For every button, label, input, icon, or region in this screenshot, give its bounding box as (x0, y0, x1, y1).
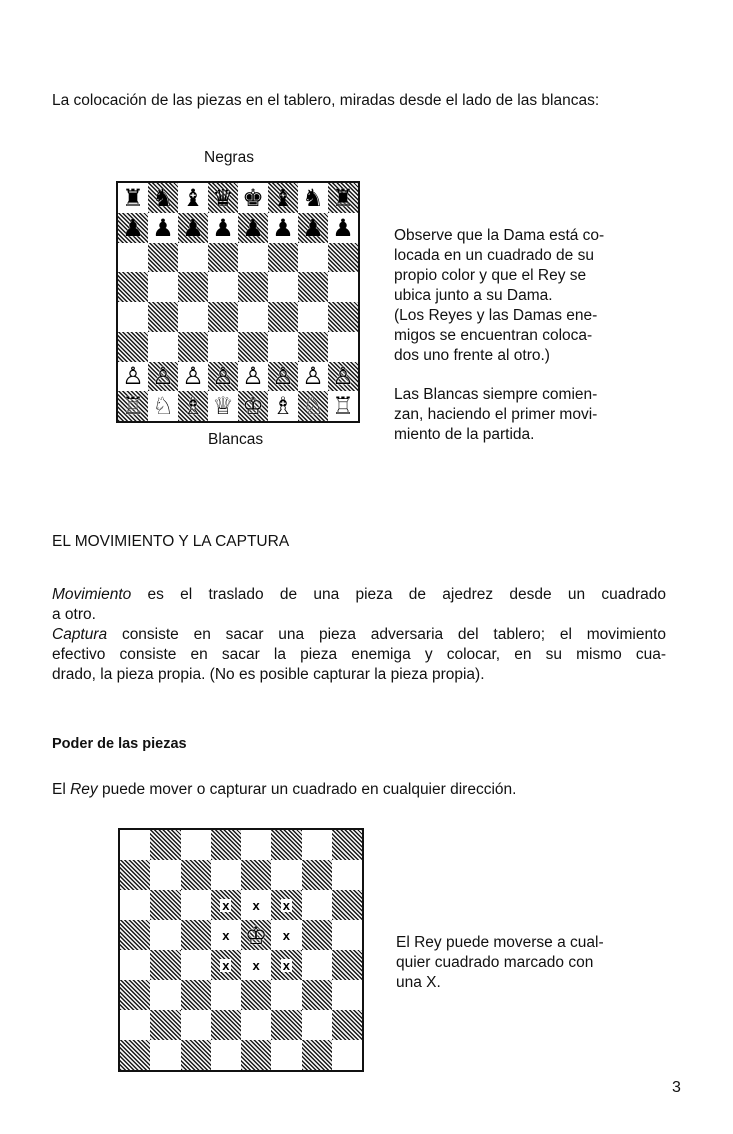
board-square (238, 213, 268, 243)
side-note-line: Las Blancas siempre comien- (394, 386, 598, 403)
board-square (178, 391, 208, 421)
side-note-line: (Los Reyes y las Damas ene- (394, 307, 598, 324)
board-square (150, 980, 180, 1010)
board-square (148, 243, 178, 273)
board-square (118, 183, 148, 213)
black-bishop-icon: ♝ (272, 183, 294, 212)
board-square (302, 860, 332, 890)
section-heading: EL MOVIMIENTO Y LA CAPTURA (52, 533, 290, 550)
board-square (120, 980, 150, 1010)
board-square (148, 332, 178, 362)
board-square (211, 890, 241, 920)
black-pawn-icon: ♟ (332, 213, 354, 242)
board-square (211, 830, 241, 860)
side-note-line: ubica junto a su Dama. (394, 287, 553, 304)
white-rook-icon: ♖ (122, 392, 144, 421)
board-square (268, 183, 298, 213)
board-square (118, 332, 148, 362)
board-square (208, 272, 238, 302)
board-square (178, 183, 208, 213)
board-square (241, 830, 271, 860)
movimiento-line-2: a otro. (52, 606, 96, 623)
board-square (178, 362, 208, 392)
board-square (211, 980, 241, 1010)
movimiento-text: es el traslado de una pieza de ajedrez desde un cuadrado (131, 586, 666, 603)
white-pawn-icon: ♙ (122, 362, 144, 391)
board-square (150, 1010, 180, 1040)
board-square (178, 272, 208, 302)
board-square (241, 920, 271, 950)
rey-paragraph (52, 780, 666, 800)
board-square (120, 890, 150, 920)
black-rook-icon: ♜ (122, 183, 144, 212)
board-square (268, 391, 298, 421)
move-marker: x (222, 957, 230, 973)
board-square (211, 860, 241, 890)
board-square (148, 213, 178, 243)
white-pawn-icon: ♙ (182, 362, 204, 391)
side-note-line: una X. (396, 974, 441, 991)
board-square (328, 302, 358, 332)
board-square (332, 950, 362, 980)
board-square (298, 332, 328, 362)
black-knight-icon: ♞ (152, 183, 174, 212)
black-bishop-icon: ♝ (182, 183, 204, 212)
board-square (302, 980, 332, 1010)
board-square (332, 920, 362, 950)
board-square (241, 950, 271, 980)
board-square (298, 302, 328, 332)
white-bishop-icon: ♗ (272, 392, 294, 421)
board-square (148, 391, 178, 421)
board-square (211, 1040, 241, 1070)
board-square (120, 830, 150, 860)
black-queen-icon: ♛ (212, 183, 234, 212)
white-pawn-icon: ♙ (302, 362, 324, 391)
board-square (268, 302, 298, 332)
board-square (178, 213, 208, 243)
board-square (328, 272, 358, 302)
board-square (271, 890, 301, 920)
board-square (118, 243, 148, 273)
board-square (181, 1010, 211, 1040)
board-square (271, 920, 301, 950)
side-note-line: propio color y que el Rey se (394, 267, 587, 284)
white-rook-icon: ♖ (332, 392, 354, 421)
black-rook-icon: ♜ (332, 183, 354, 212)
white-knight-icon: ♘ (302, 392, 324, 421)
board-square (150, 950, 180, 980)
black-pawn-icon: ♟ (152, 213, 174, 242)
black-knight-icon: ♞ (302, 183, 324, 212)
board-square (208, 362, 238, 392)
movimiento-term: Movimiento (52, 586, 132, 603)
side-note-line: Observe que la Dama está co- (394, 227, 605, 244)
captura-line-3: drado, la pieza propia. (No es posible capturar la pieza propia). (52, 666, 485, 683)
board-square (241, 1010, 271, 1040)
white-pawn-icon: ♙ (272, 362, 294, 391)
board-square (208, 243, 238, 273)
black-pawn-icon: ♟ (182, 213, 204, 242)
board-square (120, 920, 150, 950)
movimiento-paragraph (52, 585, 666, 685)
board-square (268, 243, 298, 273)
board-square (271, 830, 301, 860)
board-square (238, 362, 268, 392)
move-marker: x (282, 897, 290, 913)
board-square (241, 1040, 271, 1070)
side-note-blancas (394, 385, 634, 445)
board-square (178, 243, 208, 273)
initial-position-board (116, 181, 360, 423)
board-square (150, 890, 180, 920)
board-square (148, 272, 178, 302)
side-note-line: El Rey puede moverse a cual- (396, 934, 604, 951)
board-square (238, 391, 268, 421)
rey-term: Rey (70, 781, 98, 798)
board-square (118, 302, 148, 332)
board-square (271, 860, 301, 890)
board-square (328, 391, 358, 421)
board-square (302, 920, 332, 950)
captura-text: consiste en sacar una pieza adversaria del tablero; el movimiento (107, 626, 666, 643)
board-square (118, 362, 148, 392)
white-pawn-icon: ♙ (242, 362, 264, 391)
board-square (208, 302, 238, 332)
move-marker: x (222, 927, 230, 943)
white-pawn-icon: ♙ (152, 362, 174, 391)
white-pawn-icon: ♙ (212, 362, 234, 391)
board-square (181, 950, 211, 980)
board-square (328, 243, 358, 273)
board-top-label: Negras (204, 149, 254, 166)
intro-paragraph (52, 91, 666, 111)
board-square (118, 272, 148, 302)
side-note-line: miento de la partida. (394, 426, 535, 443)
board-square (120, 1040, 150, 1070)
board-square (150, 860, 180, 890)
captura-line-1 (52, 625, 666, 645)
board-square (208, 391, 238, 421)
pieces-power-heading: Poder de las piezas (52, 736, 187, 752)
white-pawn-icon: ♙ (332, 362, 354, 391)
board-square (271, 980, 301, 1010)
board-square (211, 920, 241, 950)
side-note-line: quier cuadrado marcado con (396, 954, 594, 971)
board-square (328, 332, 358, 362)
board-square (120, 860, 150, 890)
captura-term: Captura (52, 626, 108, 643)
board-square (332, 860, 362, 890)
captura-line-2: efectivo consiste en sacar la pieza enemiga y colocar, en su mismo cua- (52, 646, 666, 663)
side-note-line: locada en un cuadrado de su (394, 247, 594, 264)
move-marker: x (252, 957, 260, 973)
black-king-icon: ♚ (242, 183, 264, 212)
side-note-rey (396, 933, 636, 993)
board-square (271, 1040, 301, 1070)
move-marker: x (222, 897, 230, 913)
king-moves-board (118, 828, 364, 1072)
board-square (150, 920, 180, 950)
black-pawn-icon: ♟ (212, 213, 234, 242)
board-square (332, 980, 362, 1010)
board-square (238, 302, 268, 332)
white-king-icon: ♔ (244, 920, 268, 950)
board-square (271, 1010, 301, 1040)
side-note-line: zan, haciendo el primer movi- (394, 406, 598, 423)
board-square (302, 1040, 332, 1070)
board-square (268, 362, 298, 392)
board-square (118, 391, 148, 421)
board-square (332, 890, 362, 920)
board-square (181, 1040, 211, 1070)
board-square (241, 860, 271, 890)
board-square (150, 830, 180, 860)
board-square (298, 213, 328, 243)
page-number: 3 (672, 1079, 681, 1096)
board-square (181, 860, 211, 890)
board-square (268, 272, 298, 302)
move-marker: x (282, 927, 290, 943)
side-note-dama-rey (394, 226, 634, 366)
board-square (148, 183, 178, 213)
board-square (238, 243, 268, 273)
black-pawn-icon: ♟ (242, 213, 264, 242)
board-square (120, 1010, 150, 1040)
board-square (268, 332, 298, 362)
black-pawn-icon: ♟ (302, 213, 324, 242)
move-marker: x (252, 897, 260, 913)
movimiento-line-1 (52, 585, 666, 605)
intro-text: La colocación de las piezas en el tablero, miradas desde el lado de las blancas: (52, 92, 600, 109)
rey-text-after: puede mover o capturar un cuadrado en cualquier dirección. (97, 781, 517, 798)
board-square (302, 950, 332, 980)
board-square (208, 183, 238, 213)
white-bishop-icon: ♗ (182, 392, 204, 421)
board-square (238, 183, 268, 213)
board-square (181, 920, 211, 950)
board-square (181, 830, 211, 860)
board-square (268, 213, 298, 243)
board-square (241, 890, 271, 920)
board-square (328, 183, 358, 213)
board-square (302, 1010, 332, 1040)
board-square (298, 391, 328, 421)
board-square (148, 302, 178, 332)
board-square (241, 980, 271, 1010)
board-square (150, 1040, 180, 1070)
board-square (271, 950, 301, 980)
board-square (238, 332, 268, 362)
board-square (332, 1040, 362, 1070)
board-square (298, 362, 328, 392)
board-square (181, 890, 211, 920)
board-square (302, 830, 332, 860)
board-square (328, 213, 358, 243)
board-square (208, 332, 238, 362)
board-square (328, 362, 358, 392)
move-marker: x (282, 957, 290, 973)
board-square (211, 950, 241, 980)
board-square (208, 213, 238, 243)
board-square (118, 213, 148, 243)
white-knight-icon: ♘ (152, 392, 174, 421)
side-note-line: migos se encuentran coloca- (394, 327, 593, 344)
board-square (238, 272, 268, 302)
board-square (298, 272, 328, 302)
board-square (178, 332, 208, 362)
board-square (181, 980, 211, 1010)
white-king-icon: ♔ (242, 392, 264, 421)
black-pawn-icon: ♟ (272, 213, 294, 242)
rey-text-before: El (52, 781, 71, 798)
board-bottom-label: Blancas (208, 431, 264, 448)
board-square (302, 890, 332, 920)
side-note-line: dos uno frente al otro.) (394, 347, 550, 364)
board-square (298, 243, 328, 273)
black-pawn-icon: ♟ (122, 213, 144, 242)
board-square (211, 1010, 241, 1040)
board-square (298, 183, 328, 213)
board-square (148, 362, 178, 392)
board-square (120, 950, 150, 980)
white-queen-icon: ♕ (212, 392, 234, 421)
board-square (332, 1010, 362, 1040)
board-square (178, 302, 208, 332)
board-square (332, 830, 362, 860)
